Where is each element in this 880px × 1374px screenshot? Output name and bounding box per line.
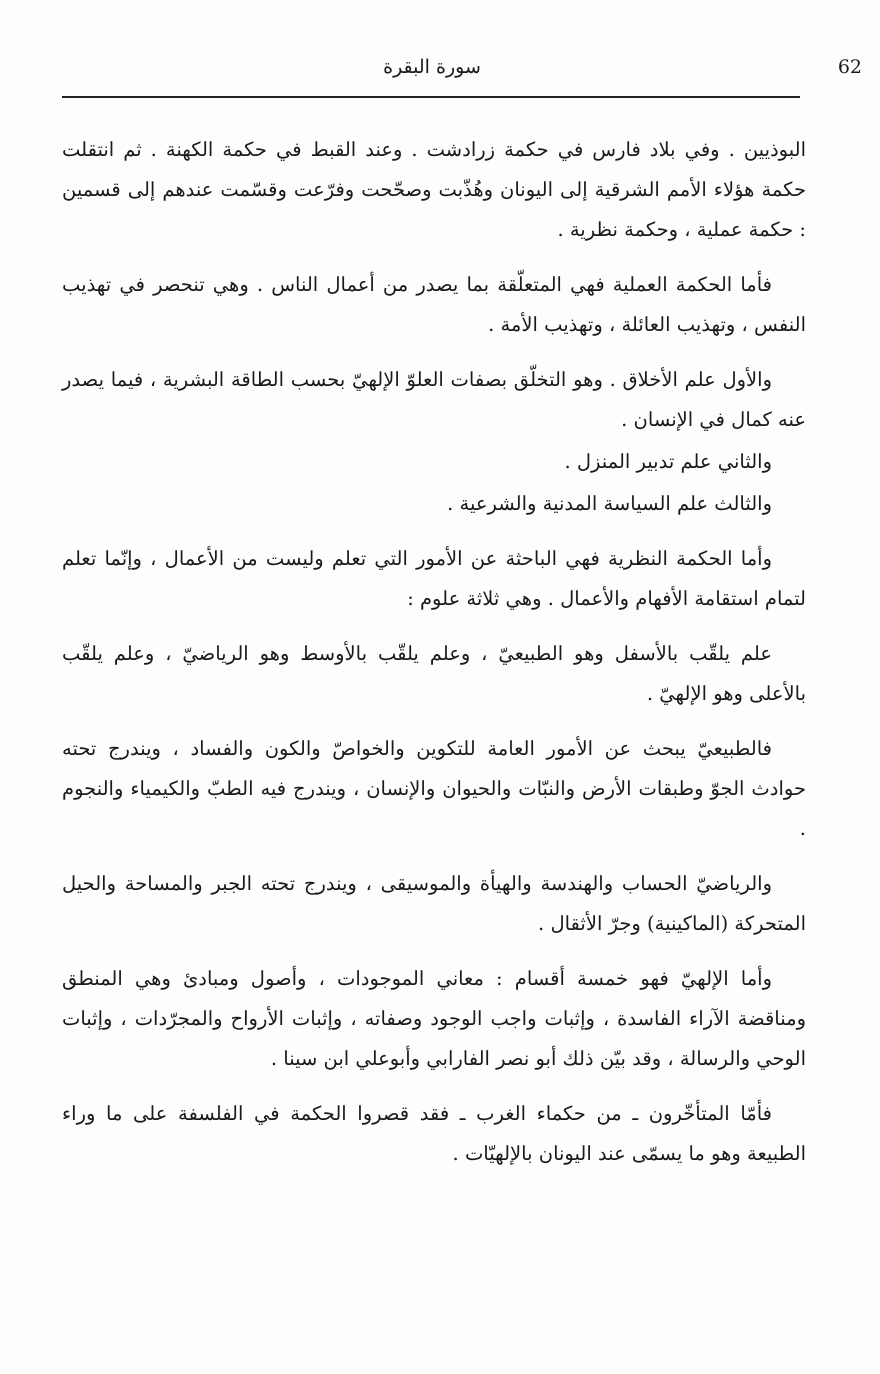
paragraph: والأول علم الأخلاق . وهو التخلّق بصفات العلوّ الإلهيّ بحسب الطاقة البشرية ، فيما يصدر عنه كمال في الإنسان . [62,368,806,431]
paragraph: فالطبيعيّ يبحث عن الأمور العامة للتكوين والخواصّ والكون والفساد ، ويندرج تحته حوادث الجوّ وطبقات الأرض والنبّات والحيوان والإنسان ، ويندرج فيه الطبّ والكيمياء والنجوم . [62,737,806,840]
paragraph: والرياضيّ الحساب والهندسة والهيأة والموسيقى ، ويندرج تحته الجبر والمساحة والحيل المتحركة (الماكينية) وجرّ الأثقال . [62,872,806,935]
paragraph: فأما الحكمة العملية فهي المتعلّقة بما يصدر من أعمال الناس . وهي تنحصر في تهذيب النفس ، وتهذيب العائلة ، وتهذيب الأمة . [62,273,806,336]
page-body [62,130,806,1189]
paragraph: وأما الحكمة النظرية فهي الباحثة عن الأمور التي تعلم وليست من الأعمال ، وإنّما تعلم لتمام استقامة الأفهام والأعمال . وهي ثلاثة علوم : [62,547,806,610]
paragraph: علم يلقّب بالأسفل وهو الطبيعيّ ، وعلم يلقّب بالأوسط وهو الرياضيّ ، وعلم يلقّب بالأعلى وهو الإلهيّ . [62,642,806,705]
running-title: سورة البقرة [383,56,481,78]
header-rule [62,96,800,98]
paragraph: وأما الإلهيّ فهو خمسة أقسام : معاني الموجودات ، وأصول ومبادئ وهي المنطق ومناقضة الآراء الفاسدة ، وإثبات واجب الوجود وصفاته ، وإثبات الأرواح والمجرّدات ، وإثبات الوحي والرسالة ، وقد بيّن ذلك أبو نصر الفارابي وأبوعلي ابن سينا . [62,967,806,1070]
paragraph: البوذيين . وفي بلاد فارس في حكمة زرادشت . وعند القبط في حكمة الكهنة . ثم انتقلت حكمة هؤلاء الأمم الشرقية إلى اليونان وهُذّبت وصحّحت وفرّعت وقسّمت عندهم إلى قسمين : حكمة عملية ، وحكمة نظرية . [62,138,806,241]
page-number: 62 [837,56,862,78]
paragraph: والثاني علم تدبير المنزل . [564,450,772,473]
paragraph: والثالث علم السياسة المدنية والشرعية . [447,492,772,515]
paragraph: فأمّا المتأخّرون ـ من حكماء الغرب ـ فقد قصروا الحكمة في الفلسفة على ما وراء الطبيعة وهو ما يسمّى عند اليونان بالإلهيّات . [62,1102,806,1165]
page-header [62,52,862,90]
